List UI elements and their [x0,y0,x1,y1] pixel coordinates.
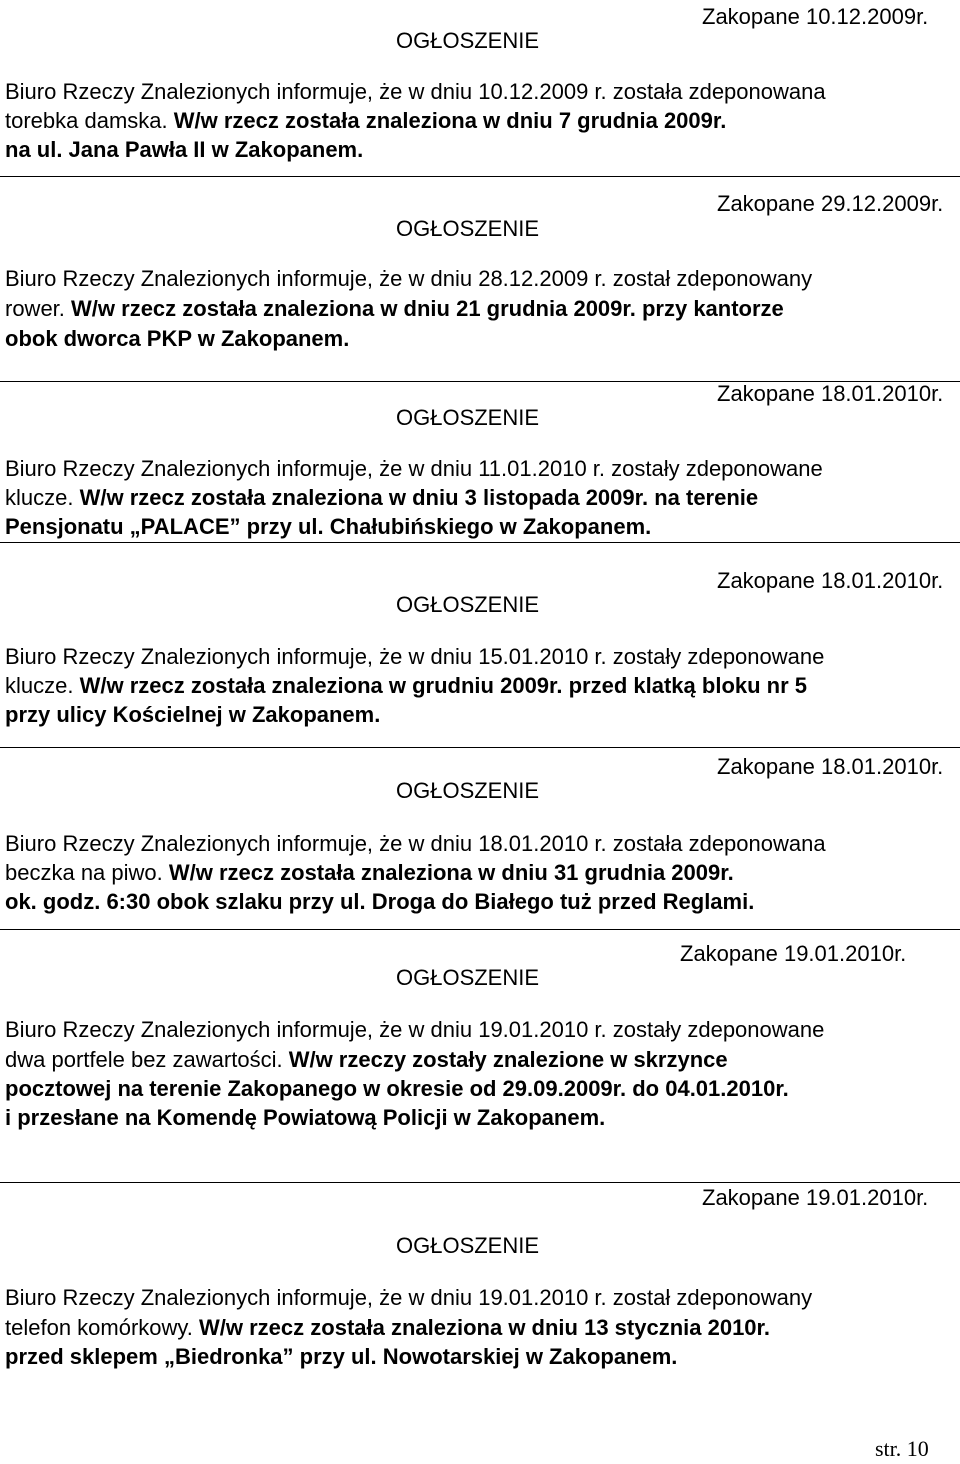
notice-line: klucze. W/w rzecz została znaleziona w grudniu 2009r. przed klatką bloku nr 5 [5,673,808,698]
notice-heading: OGŁOSZENIE [396,216,540,241]
notice-line: Biuro Rzeczy Znalezionych informuje, że w dniu 11.01.2010 r. zostały zdeponowane [5,456,823,481]
notice-line: Biuro Rzeczy Znalezionych informuje, że w dniu 28.12.2009 r. został zdeponowany [5,266,813,291]
notice-line: torebka damska. W/w rzecz została znaleziona w dniu 7 grudnia 2009r. [5,108,727,133]
notice-date: Zakopane 18.01.2010r. [717,568,944,593]
notice-line: Biuro Rzeczy Znalezionych informuje, że w dniu 19.01.2010 r. został zdeponowany [5,1285,813,1310]
notice-line: Biuro Rzeczy Znalezionych informuje, że w dniu 18.01.2010 r. została zdeponowana [5,831,826,856]
notice-date: Zakopane 18.01.2010r. [717,381,944,406]
notice-line: beczka na piwo. W/w rzecz została znaleziona w dniu 31 grudnia 2009r. [5,860,734,885]
notice-line: ok. godz. 6:30 obok szlaku przy ul. Droga do Białego tuż przed Reglami. [5,889,755,914]
notice-line: Pensjonatu „PALACE” przy ul. Chałubińskiego w Zakopanem. [5,514,652,539]
notice-line: Biuro Rzeczy Znalezionych informuje, że w dniu 15.01.2010 r. zostały zdeponowane [5,644,825,669]
separator-line [0,542,960,543]
notice-heading: OGŁOSZENIE [396,28,540,53]
notice-heading: OGŁOSZENIE [396,965,540,990]
notice-line: i przesłane na Komendę Powiatową Policji w Zakopanem. [5,1105,606,1130]
separator-line [0,747,960,748]
notice-line: pocztowej na terenie Zakopanego w okresie od 29.09.2009r. do 04.01.2010r. [5,1076,789,1101]
notice-line: Biuro Rzeczy Znalezionych informuje, że w dniu 19.01.2010 r. zostały zdeponowane [5,1017,825,1042]
notice-heading: OGŁOSZENIE [396,592,540,617]
notice-heading: OGŁOSZENIE [396,405,540,430]
separator-line [0,929,960,930]
notice-date: Zakopane 19.01.2010r. [680,941,907,966]
notice-line: na ul. Jana Pawła II w Zakopanem. [5,137,364,162]
notice-line: przed sklepem „Biedronka” przy ul. Nowotarskiej w Zakopanem. [5,1344,678,1369]
notice-line: Biuro Rzeczy Znalezionych informuje, że w dniu 10.12.2009 r. została zdeponowana [5,79,826,104]
notice-date: Zakopane 29.12.2009r. [717,191,944,216]
notice-line: rower. W/w rzecz została znaleziona w dniu 21 grudnia 2009r. przy kantorze [5,296,784,321]
notice-date: Zakopane 19.01.2010r. [702,1185,929,1210]
notice-heading: OGŁOSZENIE [396,1233,540,1258]
notice-line: dwa portfele bez zawartości. W/w rzeczy zostały znalezione w skrzynce [5,1047,728,1072]
notice-line: obok dworca PKP w Zakopanem. [5,326,350,351]
separator-line [0,1182,960,1183]
notice-date: Zakopane 10.12.2009r. [702,4,929,29]
notice-date: Zakopane 18.01.2010r. [717,754,944,779]
separator-line [0,176,960,177]
notice-heading: OGŁOSZENIE [396,778,540,803]
notice-line: klucze. W/w rzecz została znaleziona w dniu 3 listopada 2009r. na terenie [5,485,759,510]
notice-line: telefon komórkowy. W/w rzecz została znaleziona w dniu 13 stycznia 2010r. [5,1315,770,1340]
notice-line: przy ulicy Kościelnej w Zakopanem. [5,702,381,727]
page-number: str. 10 [875,1436,929,1461]
